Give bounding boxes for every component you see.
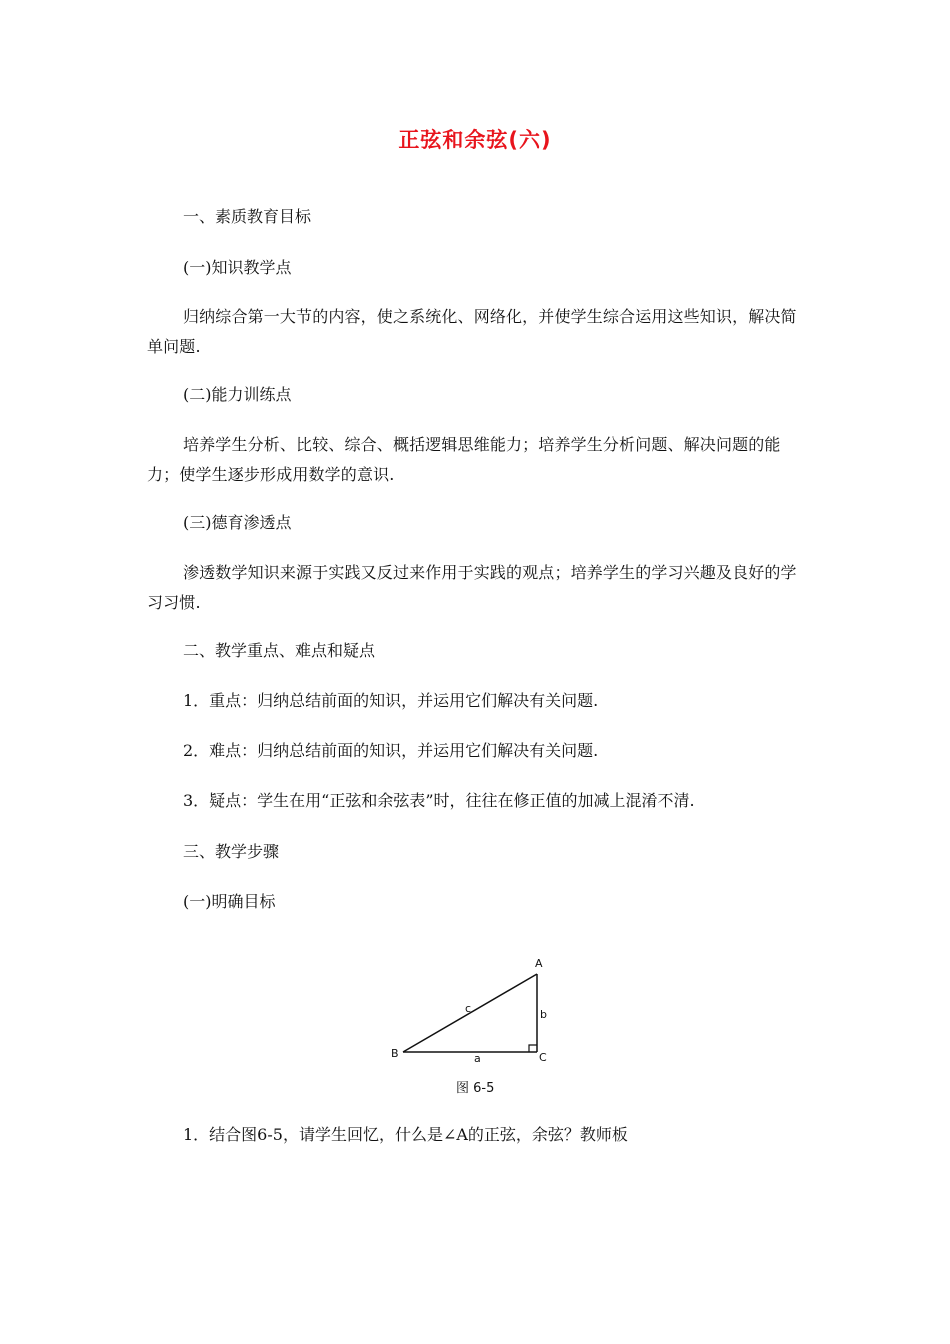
right-triangle-figure bbox=[385, 950, 565, 1100]
section-3-item-1: 1．结合图6-5，请学生回忆，什么是∠A的正弦，余弦？教师板 bbox=[183, 1125, 628, 1144]
section-1-1-text: 归纳综合第一大节的内容，使之系统化、网络化，并使学生综合运用这些知识，解决简单问题. bbox=[147, 307, 797, 356]
vertex-label-b: B bbox=[391, 1047, 399, 1060]
side-label-a: a bbox=[474, 1052, 481, 1065]
right-angle-marker bbox=[529, 1045, 537, 1052]
section-1-heading: 一、素质教育目标 bbox=[183, 207, 312, 226]
section-2-item-1: 1．重点：归纳总结前面的知识，并运用它们解决有关问题. bbox=[183, 691, 599, 710]
page-title: 正弦和余弦(六) bbox=[398, 128, 552, 152]
section-1-3-heading: (三)德育渗透点 bbox=[183, 513, 292, 532]
section-2-item-3: 3．疑点：学生在用“正弦和余弦表”时，往往在修正值的加减上混淆不清. bbox=[183, 791, 695, 810]
side-label-b: b bbox=[540, 1008, 547, 1021]
vertex-label-c: C bbox=[539, 1051, 547, 1064]
vertex-label-a: A bbox=[535, 957, 543, 970]
section-3-heading: 三、教学步骤 bbox=[183, 842, 280, 861]
section-2-item-2: 2．难点：归纳总结前面的知识，并运用它们解决有关问题. bbox=[183, 741, 599, 760]
section-3-1-heading: (一)明确目标 bbox=[183, 892, 276, 911]
side-label-c: c bbox=[465, 1002, 472, 1015]
section-1-2-text: 培养学生分析、比较、综合、概括逻辑思维能力；培养学生分析问题、解决问题的能力；使学生逐步形成用数学的意识. bbox=[147, 435, 781, 484]
section-2-heading: 二、教学重点、难点和疑点 bbox=[183, 641, 376, 660]
section-1-2-heading: (二)能力训练点 bbox=[183, 385, 292, 404]
section-1-1-heading: (一)知识教学点 bbox=[183, 258, 292, 277]
figure-caption: 图 6-5 bbox=[456, 1081, 495, 1096]
section-1-3-text: 渗透数学知识来源于实践又反过来作用于实践的观点；培养学生的学习兴趣及良好的学习习惯. bbox=[147, 563, 797, 612]
